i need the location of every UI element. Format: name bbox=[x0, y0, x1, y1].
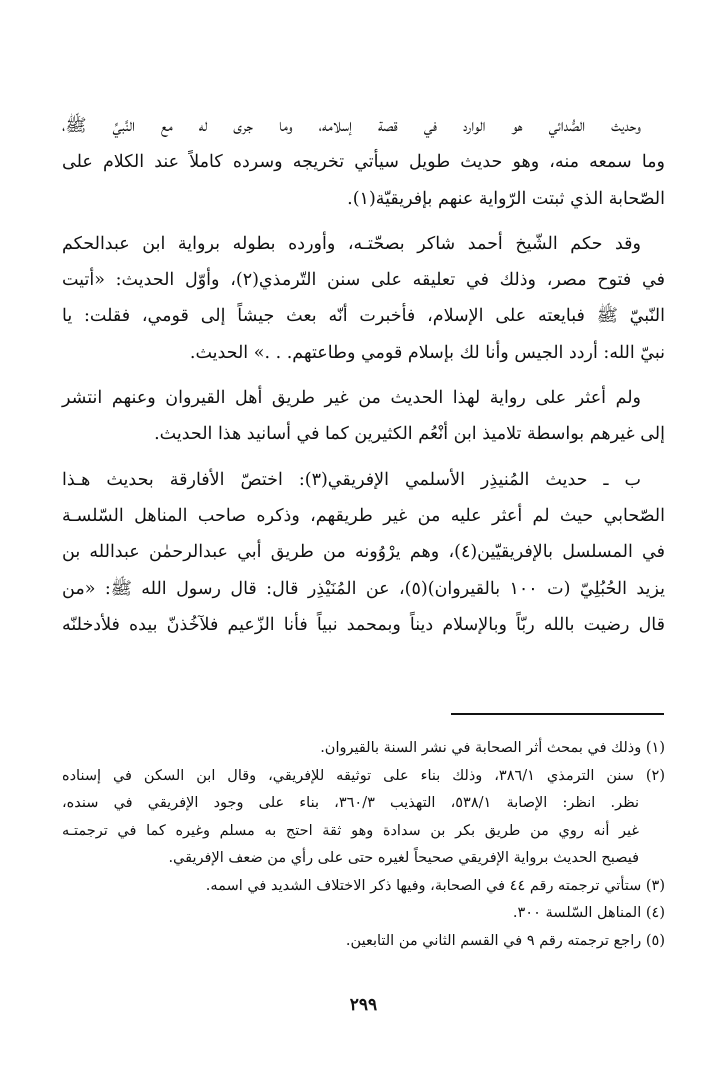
paragraph bbox=[62, 380, 665, 453]
text-line: إلى غيرهم بواسطة تلاميذ ابن أنْعُم الكثيرين كما في أسانيد هذا الحديث. bbox=[154, 424, 665, 445]
footnote-line: (٢) سنن الترمذي ٣٨٦/١، وذلك بناء على توثيقه للإفريقي، وقال ابن السكن في إسناده bbox=[62, 767, 665, 784]
footnote-line: (١) وذلك في بمحث أثر الصحابة في نشر السنة بالقيروان. bbox=[320, 740, 665, 756]
footnote bbox=[62, 735, 665, 763]
footnote bbox=[62, 763, 665, 873]
text-line: وقد حكم الشّيخ أحمد شاكر بصحّتـه، وأورده بطوله برواية ابن عبدالحكم bbox=[62, 233, 641, 254]
page-number: ٢٩٩ bbox=[349, 995, 378, 1015]
text-line: الصّحابي حيث لم أعثر عليه من غير طريقهم، وذكره صاحب المناهل السّلسـة bbox=[62, 505, 665, 526]
footnote-line: نظر. انظر: الإصابة ٥٣٨/١، التهذيب ٣٦٠/٣، بناء على وجود الإفريقي في سنده، bbox=[62, 795, 639, 811]
text-line: يزيد الحُبُلِيّ (ت ١٠٠ بالقيروان)(٥)، عن المُنَيْذِر قال: قال رسول الله ﷺ: «من bbox=[62, 578, 665, 599]
text-line: ولم أعثر على رواية لهذا الحديث من غير طريق أهل القيروان وعنهم انتشر bbox=[62, 388, 641, 409]
footnotes bbox=[62, 735, 665, 955]
footnote-line: (٤) المناهل السّلسة ٣٠٠. bbox=[512, 905, 665, 921]
footnote bbox=[62, 928, 665, 956]
text-line: الصّحابة الذي ثبتت الرّواية عنهم بإفريقيّة(١). bbox=[347, 188, 665, 209]
footnote-line: غير أنه روي من طريق بكر بن سدادة وهو ثقة احتج به مسلم وغيره كما في ترجمتـه bbox=[62, 822, 639, 839]
text-line: النّبيّ ﷺ فبايعته على الإسلام، فأخبرت أنّه بعث جيشاً إلى قومي، فقلت: يا bbox=[62, 306, 665, 327]
paragraph bbox=[62, 108, 665, 217]
text-line: قال رضيت بالله ربّاً وبالإسلام ديناً وبمحمد نبياً فأنا الزّعيم فلآخُذنّ بيده فلأدخلنّه bbox=[62, 614, 665, 635]
body-text bbox=[62, 108, 665, 652]
text-line: في فتوح مصر، وذلك في تعليقه على سنن التّرمذي(٢)، وأوّل الحديث: «أتيت bbox=[62, 270, 665, 291]
text-line: نبيّ الله: أردد الجيس وأنا لك بإسلام قومي وطاعتهم. . .» الحديث. bbox=[189, 342, 665, 363]
footnote bbox=[62, 873, 665, 901]
text-line: في المسلسل بالإفريقيّين(٤)، وهم يرْوُونه من طريق أبي عبدالرحمٰن عبدالله بن bbox=[62, 542, 665, 563]
text-line: وحديث الصُّدائي هو الوارد في قصة إسلامه، وما جرى له مع النَّبيِّ ﷺ، bbox=[62, 116, 641, 136]
footnote bbox=[62, 900, 665, 928]
footnote-line: (٥) راجع ترجمته رقم ٩ في القسم الثاني من التابعين. bbox=[345, 932, 665, 949]
text-line: وما سمعه منه، وهو حديث طويل سيأتي تخريجه وسرده كاملاً عند الكلام على bbox=[62, 152, 665, 173]
text-line: ب ـ حديث المُنيذِر الأسلمي الإفريقي(٣): اختصّ الأفارقة بحديث هـذا bbox=[62, 469, 641, 490]
paragraph bbox=[62, 226, 665, 371]
footnote-divider bbox=[451, 713, 664, 715]
footnote-line: (٣) ستأتي ترجمته رقم ٤٤ في الصحابة، وفيها ذكر الاختلاف الشديد في اسمه. bbox=[205, 877, 665, 894]
footnote-line: فيصبح الحديث برواية الإفريقي صحيحاً لغيره حتى على رأي من ضعف الإفريقي. bbox=[168, 850, 639, 866]
paragraph bbox=[62, 462, 665, 643]
